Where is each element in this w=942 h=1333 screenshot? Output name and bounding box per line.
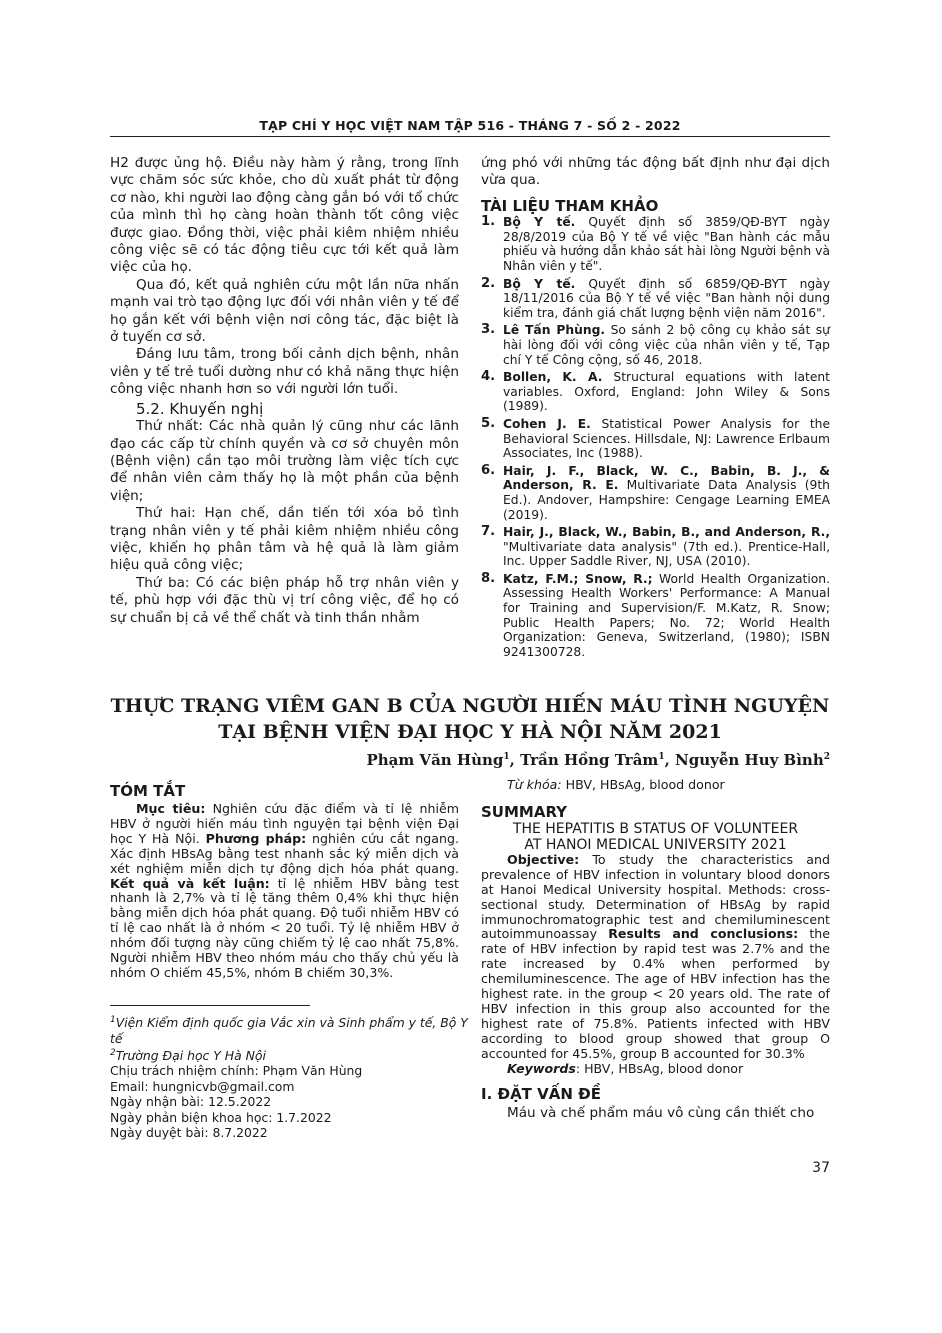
author: Trần Hồng Trâm <box>520 751 659 769</box>
paragraph: H2 được ủng hộ. Điều này hàm ý rằng, trong lĩnh vực chăm sóc sức khỏe, cho dù xuất phát từ động cơ nào, khi người lao động càng gắn bó với tổ chức của mình thì họ càng hoàn thành tốt công việc được giao. Đồng thời, việc phải kiêm nhiệm nhiều công việc sẽ có tác động tiêu cực tới kết quả làm việc của họ. <box>110 155 459 276</box>
references-list <box>481 215 830 659</box>
intro-text: Máu và chế phẩm máu vô cùng cần thiết cho <box>507 1104 815 1121</box>
right-column <box>481 155 830 662</box>
footnote-affiliation: $^2$Trường Đại học Y Hà Nội <box>110 1047 266 1064</box>
reference-item: 3. Lê Tấn Phùng. So sánh 2 bộ công cụ khảo sát sự hài lòng đối với công việc của nhân viên y tế, Tạp chí Y tế Công cộng, số 46, 2018. <box>481 322 830 367</box>
paragraph: Qua đó, kết quả nghiên cứu một lần nữa nhấn mạnh vai trò tạo động lực đối với nhân viên y tế để họ gắn kết với bệnh viện nơi công tác, đặc biệt là ở tuyến cơ sở. <box>110 276 459 346</box>
footnote-reviewed: Ngày phản biện khoa học: 1.7.2022 <box>110 1109 332 1125</box>
paragraph: Thứ nhất: Các nhà quản lý cũng như các lãnh đạo các cấp từ chính quyền và cơ sở chuyên môn (Bệnh viện) cần tạo môi trường làm việc tích cực để nhân viên cảm thấy họ là một phần của bệnh viện; <box>110 418 459 504</box>
author: Nguyễn Huy Bình <box>675 751 824 769</box>
title-line: THỰC TRẠNG VIÊM GAN B CỦA NGƯỜI HIẾN MÁU TÌNH NGUYỆN <box>110 695 830 717</box>
left-column <box>110 155 459 627</box>
paragraph: Đáng lưu tâm, trong bối cảnh dịch bệnh, nhân viên y tế trẻ tuổi dường như có khả năng thực hiện công việc nhanh hơn so với người lớn tuổi. <box>110 346 459 398</box>
reference-item: 2. Bộ Y tế. Quyết định số 6859/QĐ-BYT ngày 18/11/2016 của Bộ Y tế về việc "Ban hành nội dung kiểm tra, đánh giá chất lượng bệnh viện năm 2016". <box>481 275 830 320</box>
footnote-responsible: Chịu trách nhiệm chính: Phạm Văn Hùng <box>110 1063 363 1079</box>
paragraph: ứng phó với những tác động bất định như đại dịch vừa qua. <box>481 155 830 189</box>
label: Mục tiêu: <box>136 801 206 816</box>
reference-item: 1. Bộ Y tế. Quyết định số 3859/QĐ-BYT ngày 28/8/2019 của Bộ Y tế về việc "Ban hành các mẫu phiếu và hướng dẫn khảo sát hài lòng Người bệnh và Nhân viên y tế". <box>481 214 830 273</box>
journal-header: TẠP CHÍ Y HỌC VIỆT NAM TẬP 516 - THÁNG 7 - SỐ 2 - 2022 <box>259 118 681 133</box>
footnote-affiliation: $^1$Viện Kiểm định quốc gia Vắc xin và Sinh phẩm y tế, Bộ Y tế <box>110 1015 468 1046</box>
footnotes <box>110 1013 470 1141</box>
footnote-received: Ngày nhận bài: 12.5.2022 <box>110 1094 272 1110</box>
section-heading: 5.2. Khuyến nghị <box>136 399 264 418</box>
author-affiliation: 2 <box>823 752 830 762</box>
separator: , <box>509 751 521 769</box>
separator: , <box>664 751 676 769</box>
keywords-vi: Từ khóa: HBV, HBsAg, blood donor <box>507 777 725 792</box>
footnote-rule <box>110 1005 310 1006</box>
reference-item: 8. Katz, F.M.; Snow, R.; World Health Organization. Assessing Health Workers' Performance: A Manual for Training and Supervision/F. M.Katz, R. Snow; Public Health Papers; No. 72; World Health Organization: Geneva, Switzerland, (1980); ISBN 9241300728. <box>481 570 830 659</box>
paragraph: Thứ hai: Hạn chế, dần tiến tới xóa bỏ tình trạng nhân viên y tế phải kiêm nhiệm nhiều công việc, khiến họ phân tâm và hệ quả là làm giảm hiệu quả công việc; <box>110 505 459 574</box>
label: Kết quả và kết luận: <box>110 875 270 891</box>
page-number: 37 <box>812 1160 830 1176</box>
article-title <box>110 693 830 745</box>
author: Phạm Văn Hùng <box>366 751 504 769</box>
references-heading: TÀI LIỆU THAM KHẢO <box>481 196 659 215</box>
author-list <box>366 751 830 769</box>
reference-item: 6. Hair, J. F., Black, W. C., Babin, B. J., & Anderson, R. E. Multivariate Data Analysis (9th Ed.). Andover, Hampshire: Cengage Learning EMEA (2019). <box>481 462 830 522</box>
abstract-en <box>481 778 830 1122</box>
summary-heading: SUMMARY <box>481 802 568 821</box>
abstract-heading: TÓM TẮT <box>110 782 186 800</box>
reference-item: 5. Cohen J. E. Statistical Power Analysis for the Behavioral Sciences. Hillsdale, NJ: Lawrence Erlbaum Associates, Inc (1988). <box>481 415 831 461</box>
paragraph: Thứ ba: Có các biện pháp hỗ trợ nhân viên y tế, phù hợp với đặc thù vị trí công việc, để họ có sự chuẩn bị cả về thể chất và tinh thần nhằm <box>110 574 459 626</box>
title-line: TẠI BỆNH VIỆN ĐẠI HỌC Y HÀ NỘI NĂM 2021 <box>218 721 722 743</box>
abstract-body: Mục tiêu: Nghiên cứu đặc điểm và tỉ lệ nhiễm HBV ở người hiến máu tình nguyện tại bệnh viện Đại học Y Hà Nội. Phương pháp: nghiên cứu cắt ngang. Xác định HBsAg bằng test nhanh sắc ký miễn dịch và xét nghiệm miễn dịch tự động dịch hóa phát quang. Kết quả và kết luận: tỉ lệ nhiễm HBV bằng test nhanh là 2,7% và tỉ lệ tăng thêm 0,4% khi thực hiện bằng miễn dịch hóa phát quang. Độ tuổi nhiễm HBV có tỉ lệ cao nhất là ở nhóm < 20 tuổi. Tỷ lệ nhiễm HBV ở nhóm đối tượng này cũng chiếm tỷ lệ cao nhất 75,8%. Người nhiễm HBV theo nhóm máu cho thấy chủ yếu là nhóm O chiếm 45,5%, nhóm B chiếm 30,3%. <box>110 801 459 980</box>
intro-heading: I. ĐẶT VẤN ĐỀ <box>481 1084 601 1103</box>
author-affiliation: 1 <box>503 752 510 762</box>
abstract-vi <box>110 782 459 981</box>
header-rule <box>110 136 830 137</box>
summary-title: THE HEPATITIS B STATUS OF VOLUNTEER AT HANOI MEDICAL UNIVERSITY 2021 <box>512 820 799 853</box>
author-affiliation: 1 <box>658 752 665 762</box>
footnote-email: Email: hungnicvb@gmail.com <box>110 1078 295 1094</box>
reference-item: 4. Bollen, K. A. Structural equations with latent variables. Oxford, England: John Wiley & Sons (1989). <box>481 369 831 414</box>
footnote-approved: Ngày duyệt bài: 8.7.2022 <box>110 1125 268 1141</box>
reference-item: 7. Hair, J., Black, W., Babin, B., and Anderson, R., "Multivariate data analysis" (7th ed.). Prentice-Hall, Inc. Upper Saddle River, NJ, USA (2010). <box>481 524 830 569</box>
summary-body: Objective: To study the characteristics and prevalence of HBV infection in voluntary blood donors at Hanoi Medical University hospital. Methods: cross-sectional study. Determination of HBsAg by rapid immunochromatographic test and chemiluminescent autoimmunoassay Results and conclusions: the rate of HBV infection by rapid test was 2.7% and the rate increased by 0.4% when performed by chemiluminescence. The age of HBV infection has the highest rate. in the group < 20 years old. The rate of HBV infection in this group also accounted for the highest rate of 75.8%. Patients infected with HBV according to blood group showed that group O accounted for 45.5%, group B accounted for 30.3% Keywords: HBV, HBsAg, blood donor <box>481 851 830 1076</box>
label: Phương pháp: <box>205 830 307 846</box>
